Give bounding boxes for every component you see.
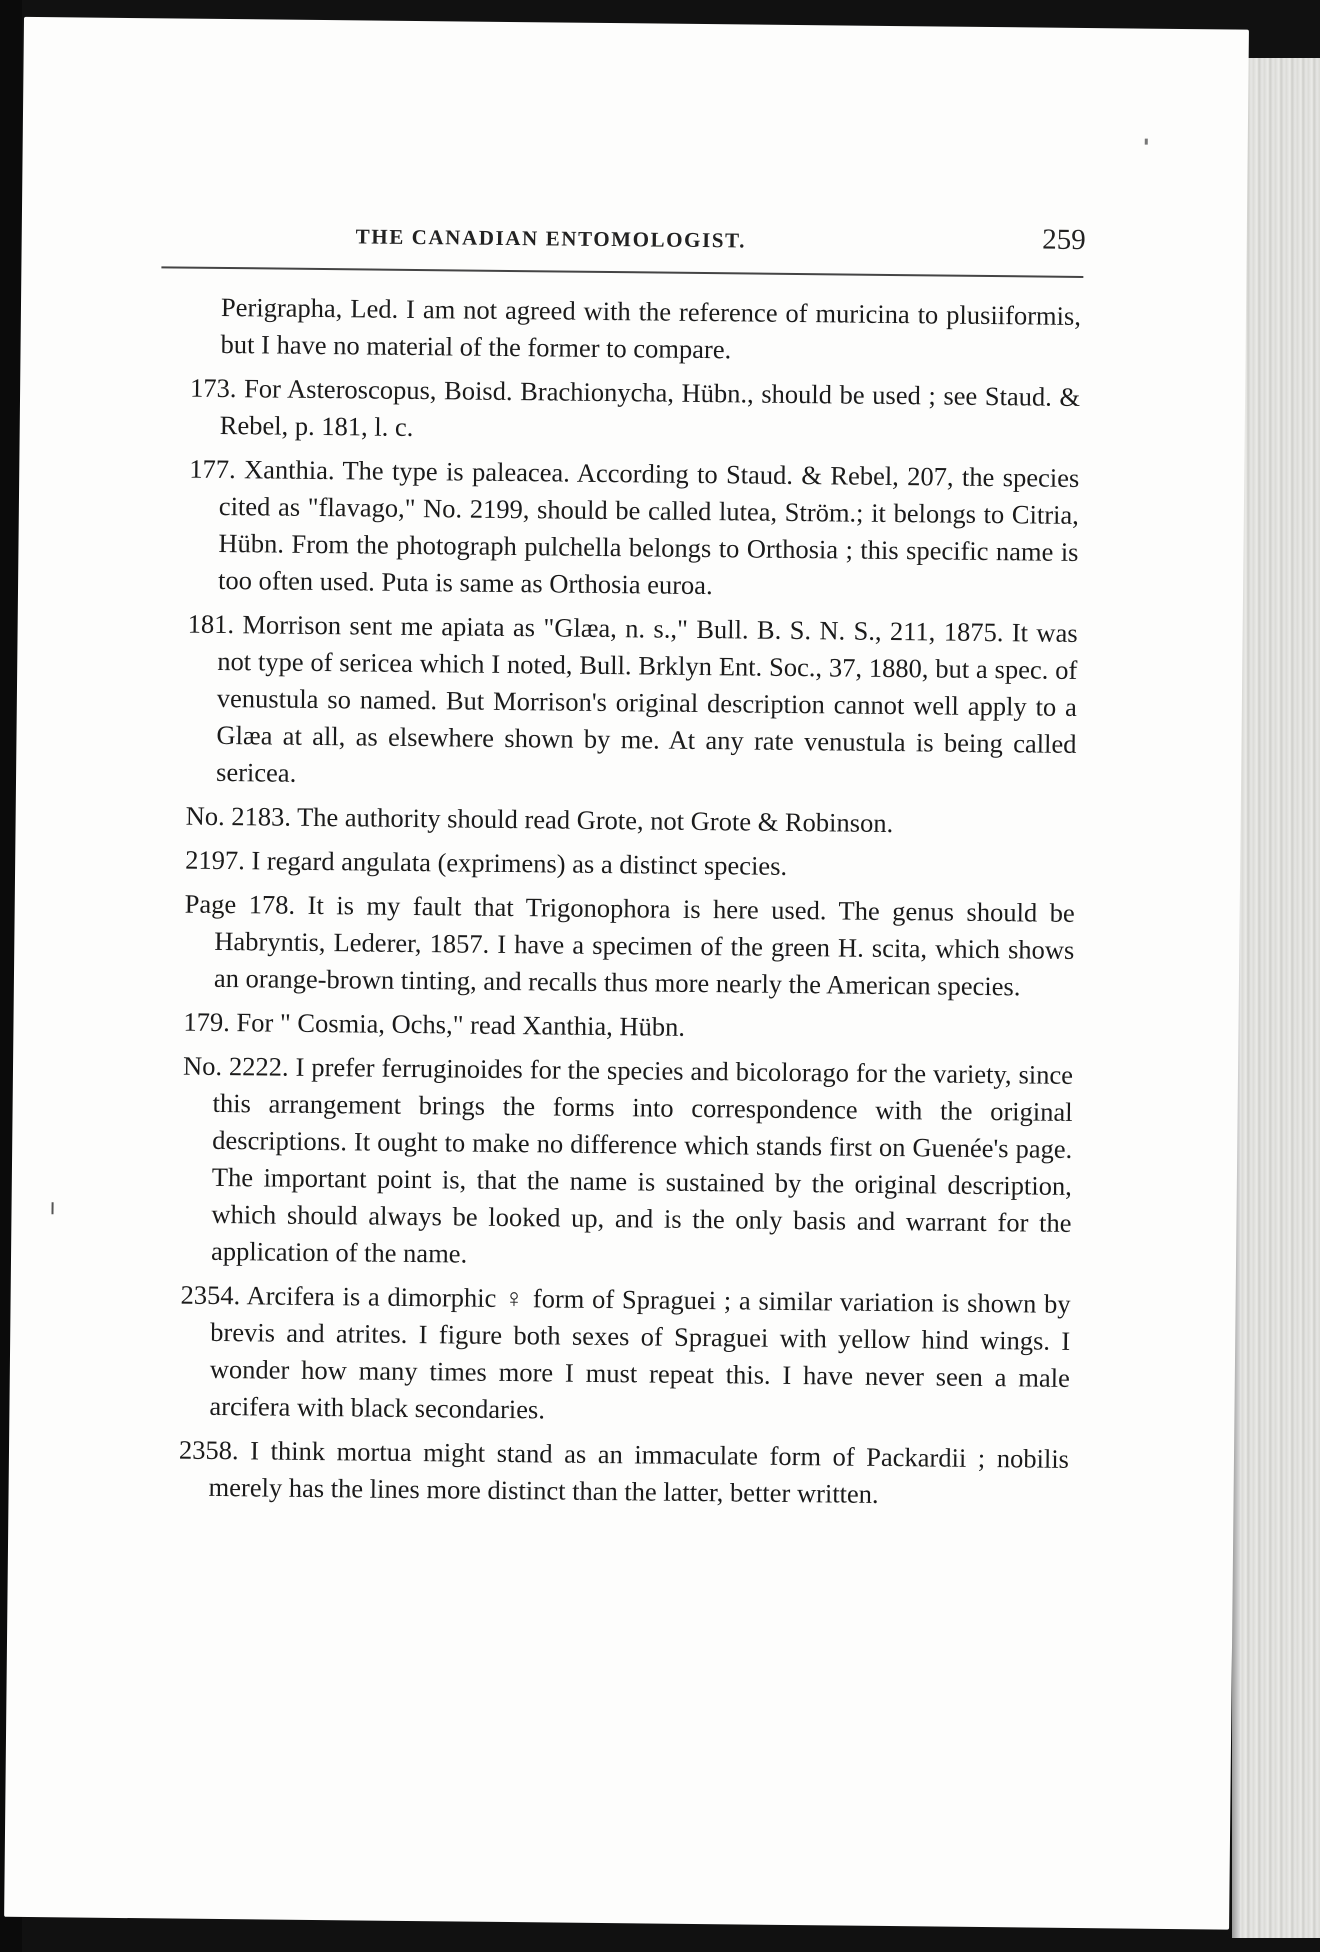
- paragraph-173: 173. For Asteroscopus, Boisd. Brachionycha, Hübn., should be used ; see Staud. & Rebel, p. 181, l. c.: [189, 372, 1081, 442]
- paragraph-177: 177. Xanthia. The type is paleacea. According to Staud. & Rebel, 207, the species cited as "flavago," No. 2199, should be called lutea, Ström.; it belongs to Citria, Hübn. From the photograph pulchella belongs to Orthosia ; this specific name is too often used. Puta is same as Orthosia euroa.: [189, 453, 1080, 601]
- page-header: [162, 190, 1093, 260]
- scan-mark: [51, 1202, 53, 1214]
- paragraph-181: 181. Morrison sent me apiata as "Glæa, n. s.," Bull. B. S. N. S., 211, 1875. It was not type of sericea which I noted, Bull. Brklyn Ent. Soc., 37, 1880, but a spec. of venustula so named. But Morrison's original description cannot well apply to a Glæa at all, as elsewhere shown by me. At any rate venustula is being called sericea.: [187, 608, 1078, 788]
- page-number: 259: [1042, 223, 1086, 257]
- scan-speck: [1145, 139, 1148, 145]
- paragraph-2197: 2197. I regard angulata (exprimens) as a distinct species.: [185, 844, 788, 881]
- header-rule: [161, 266, 1083, 278]
- paragraph-179: 179. For " Cosmia, Ochs," read Xanthia, Hübn.: [183, 1006, 686, 1042]
- running-head: THE CANADIAN ENTOMOLOGIST.: [355, 224, 747, 253]
- scanned-page: [4, 17, 1249, 1930]
- paragraph-perigrapha: Perigrapha, Led. I am not agreed with the reference of muricina to plusiiformis, but I have no material of the former to compare.: [220, 291, 1082, 365]
- paragraph-page-178: Page 178. It is my fault that Trigonophora is here used. The genus should be Habryntis, Lederer, 1857. I have a specimen of the green H. scita, which shows an orange-brown tinting, and recalls thus more nearly the American species.: [184, 888, 1075, 1002]
- page-body: [178, 289, 1081, 1522]
- paragraph-2358: 2358. I think mortua might stand as an immaculate form of Packardii ; nobilis merely has the lines more distinct than the latter, better written.: [178, 1434, 1070, 1509]
- paragraph-2183: No. 2183. The authority should read Grote, not Grote & Robinson.: [185, 800, 894, 839]
- paragraph-2222: No. 2222. I prefer ferruginoides for the species and bicolorago for the variety, since this arrangement brings the forms into correspondence with the original descriptions. It ought to make no difference which stands first on Guenée's page. The important point is, that the name is sustained by the original description, which should always be looked up, and is the only basis and warrant for the application of the name.: [182, 1050, 1074, 1269]
- paragraph-2354: 2354. Arcifera is a dimorphic ♀ form of Spraguei ; a similar variation is shown by brevis and atrites. I figure both sexes of Spraguei with yellow hind wings. I wonder how many times more I must repeat this. I have never seen a male arcifera with black secondaries.: [180, 1279, 1071, 1425]
